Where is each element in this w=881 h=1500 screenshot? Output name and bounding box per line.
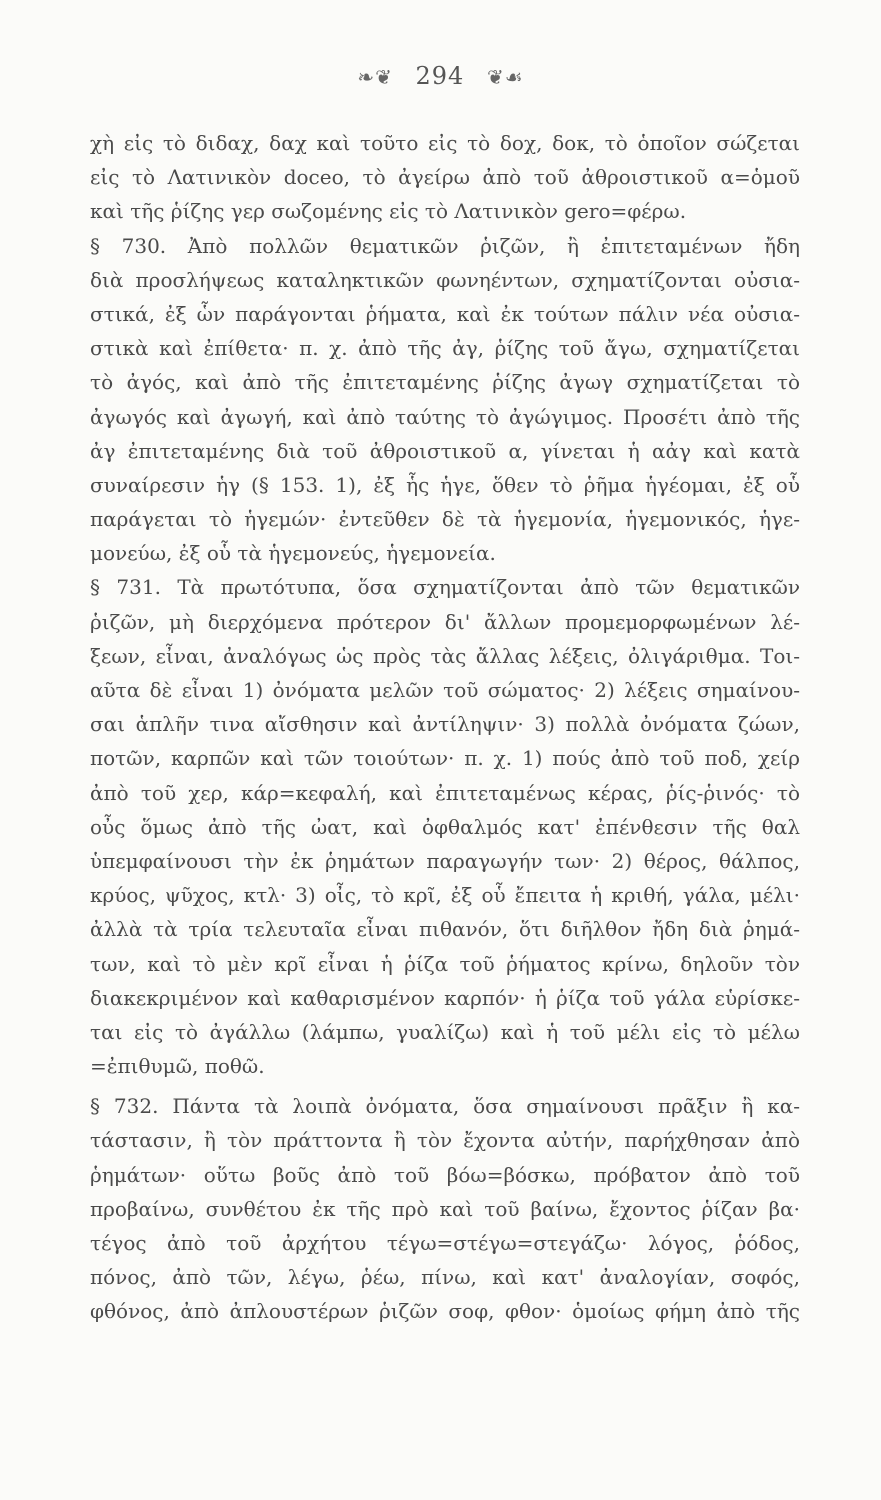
text-line: ὑπεμφαίνουσι τὴν ἐκ ῥημάτων παραγωγήν των· 2) θέρος, θάλπος, <box>90 848 800 873</box>
text-line: χὴ εἰς τὸ διδαχ, δαχ καὶ τοῦτο εἰς τὸ δοχ, δοκ, τὸ ὁποῖον σώζεται <box>90 131 800 155</box>
text-line: φθόνος, ἀπὸ ἀπλουστέρων ῥιζῶν σοφ, φθον· ὁμοίως φήμη ἀπὸ τῆς <box>90 1299 800 1324</box>
text-line: ποτῶν, καρπῶν καὶ τῶν τοιούτων· π. χ. 1) πούς ἀπὸ τοῦ ποδ, χείρ <box>90 746 800 771</box>
text-line: κρύος, ψῦχος, κτλ· 3) οἶς, τὸ κρῖ, ἐξ οὗ ἔπειτα ἡ κριθή, γάλα, μέλι· <box>90 883 800 908</box>
text-line: =ἐπιθυμῶ, ποθῶ. <box>90 1054 265 1079</box>
text-line: τάστασιν, ἢ τὸν πράττοντα ἢ τὸν ἔχοντα αὐτήν, παρήχθησαν ἀπὸ <box>90 1128 800 1153</box>
text-line: στικά, ἐξ ὧν παράγονται ῥήματα, καὶ ἐκ τούτων πάλιν νέα οὐσια- <box>90 301 800 326</box>
text-line: ἀγωγός καὶ ἀγωγή, καὶ ἀπὸ ταύτης τὸ ἀγώγιμος. Προσέτι ἀπὸ τῆς <box>90 404 800 429</box>
text-line: ται εἰς τὸ ἀγάλλω (λάμπω, γυαλίζω) καὶ ἡ τοῦ μέλι εἰς τὸ μέλω <box>90 1019 800 1044</box>
section-731-first-line: § 731. Τὰ πρωτότυπα, ὅσα σχηματίζονται ἀπὸ τῶν θεματικῶν <box>90 575 800 600</box>
page-header <box>0 62 881 90</box>
text-line: ῥημάτων· οὕτω βοῦς ἀπὸ τοῦ βόω=βόσκω, πρόβατον ἀπὸ τοῦ <box>90 1162 800 1187</box>
text-line: διὰ προσλήψεως καταληκτικῶν φωνηέντων, σχηματίζονται οὐσια- <box>90 267 800 292</box>
text-line: στικὰ καὶ ἐπίθετα· π. χ. ἀπὸ τῆς ἀγ, ῥίζης τοῦ ἄγω, σχηματίζεται <box>90 336 800 361</box>
text-line: μονεύω, ἐξ οὗ τὰ ἡγεμονεύς, ἡγεμονεία. <box>90 541 496 566</box>
text-line: διακεκριμένον καὶ καθαρισμένον καρπόν· ἡ ῥίζα τοῦ γάλα εὑρίσκε- <box>90 985 800 1010</box>
text-line: των, καὶ τὸ μὲν κρῖ εἶναι ἡ ῥίζα τοῦ ῥήματος κρίνω, δηλοῦν τὸν <box>90 951 800 976</box>
section-730-first-line: § 730. Ἀπὸ πολλῶν θεματικῶν ῥιζῶν, ἢ ἐπιτεταμένων ἤδη <box>90 233 800 258</box>
section-732-first-line: § 732. Πάντα τὰ λοιπὰ ὀνόματα, ὅσα σημαίνουσι πρᾶξιν ἢ κα- <box>90 1094 800 1119</box>
text-line: σαι ἁπλῆν τινα αἴσθησιν καὶ ἀντίληψιν· 3) πολλὰ ὀνόματα ζώων, <box>90 712 800 737</box>
text-line: προβαίνω, συνθέτου ἐκ τῆς πρὸ καὶ τοῦ βαίνω, ἔχοντος ῥίζαν βα· <box>90 1196 800 1221</box>
header-ornament-right: ❦☙ <box>486 65 524 89</box>
text-line: ξεων, εἶναι, ἀναλόγως ὡς πρὸς τὰς ἄλλας λέξεις, ὀλιγάριθμα. Τοι- <box>90 643 800 668</box>
text-line: οὖς ὅμως ἀπὸ τῆς ὠατ, καὶ ὀφθαλμός κατ' ἐπένθεσιν τῆς θαλ <box>90 814 800 839</box>
text-line: παράγεται τὸ ἡγεμών· ἐντεῦθεν δὲ τὰ ἡγεμονία, ἡγεμονικός, ἡγε- <box>90 507 800 532</box>
header-ornament-left: ❧❦ <box>357 65 393 89</box>
text-line: αῦτα δὲ εἶναι 1) ὀνόματα μελῶν τοῦ σώματος· 2) λέξεις σημαίνου- <box>90 678 800 702</box>
text-line: τέγος ἀπὸ τοῦ ἀρχήτου τέγω=στέγω=στεγάζω· λόγος, ῥόδος, <box>90 1231 800 1255</box>
text-line: ἀπὸ τοῦ χερ, κάρ=κεφαλή, καὶ ἐπιτεταμένως κέρας, ῥίς-ῥινός· τὸ <box>90 780 800 805</box>
text-line: συναίρεσιν ἡγ (§ 153. 1), ἐξ ἧς ἡγε, ὅθεν τὸ ῥῆμα ἡγέομαι, ἐξ οὗ <box>90 472 800 497</box>
text-line: ῥιζῶν, μὴ διερχόμενα πρότερον δι' ἄλλων προμεμορφωμένων λέ- <box>90 609 800 634</box>
text-line: καὶ τῆς ῥίζης γερ σωζομένης εἰς τὸ Λατινικὸν gero=φέρω. <box>90 199 687 224</box>
text-line: ἀλλὰ τὰ τρία τελευταῖα εἶναι πιθανόν, ὅτι διῆλθον ἤδη διὰ ῥημά- <box>90 917 800 942</box>
body-text <box>90 126 800 1329</box>
page-number: 294 <box>415 62 465 90</box>
text-line: τὸ ἀγός, καὶ ἀπὸ τῆς ἐπιτεταμένης ῥίζης ἀγωγ σχηματίζεται τὸ <box>90 370 800 395</box>
text-line: ἀγ ἐπιτεταμένης διὰ τοῦ ἀθροιστικοῦ α, γίνεται ἡ αἀγ καὶ κατὰ <box>90 438 800 463</box>
text-line: πόνος, ἀπὸ τῶν, λέγω, ῥέω, πίνω, καὶ κατ' ἀναλογίαν, σοφός, <box>90 1265 800 1290</box>
text-line: εἰς τὸ Λατινικὸν doceo, τὸ ἀγείρω ἀπὸ τοῦ ἀθροιστικοῦ α=ὁμοῦ <box>90 165 800 190</box>
